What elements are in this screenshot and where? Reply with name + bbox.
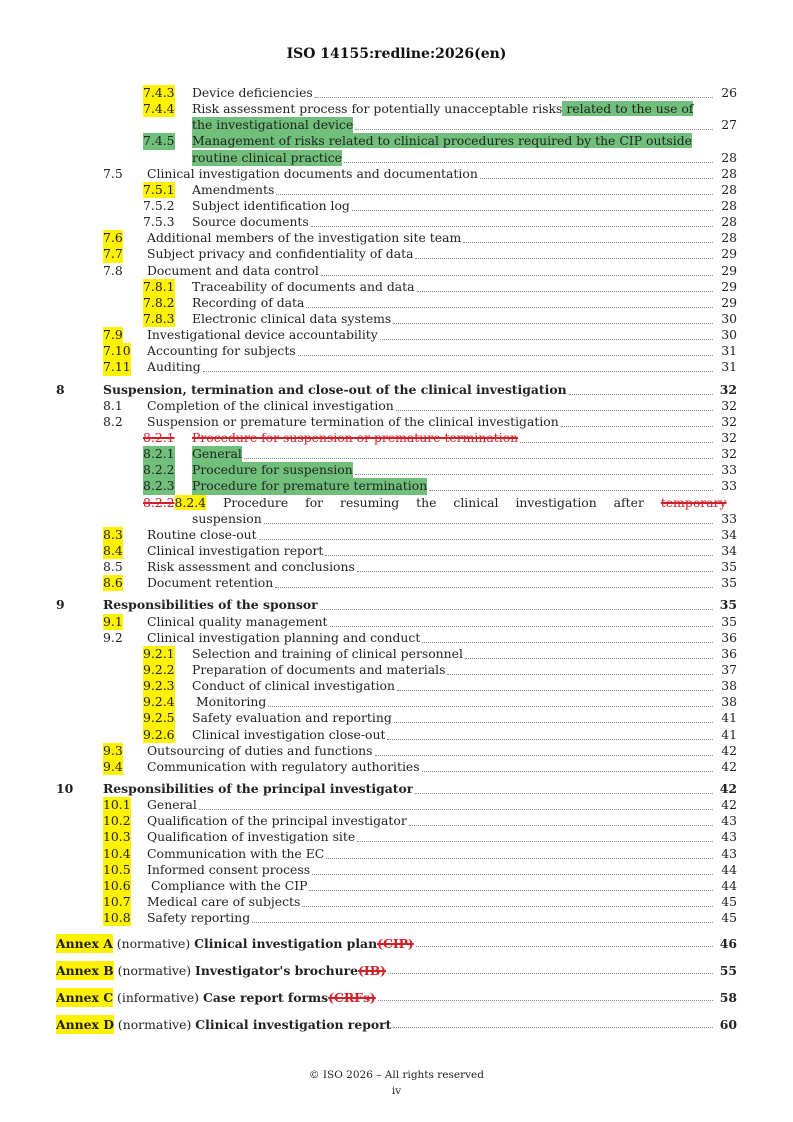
toc-entry-page: 32 (721, 446, 737, 462)
toc-entry-number: 10.8 (103, 910, 131, 926)
toc-entry-page: 33 (721, 462, 737, 478)
toc-entry-8-2-1[interactable] (56, 446, 737, 462)
toc-entry-page: 28 (721, 181, 737, 197)
toc-entry-9-2-2[interactable] (56, 662, 737, 678)
toc-entry-9-3[interactable] (56, 743, 737, 759)
toc-entry-number: 7.9 (103, 327, 123, 343)
toc-entry-7-8-2[interactable] (56, 295, 737, 311)
toc-entry-9-2[interactable] (56, 630, 737, 646)
toc-entry-8-5[interactable] (56, 559, 737, 575)
toc-entry-title: Routine close-out (147, 526, 257, 542)
toc-entry-number: 8.2.2 (143, 462, 175, 478)
toc-entry-title: Qualification of the principal investigator (147, 813, 407, 829)
annex-title-deleted: (CRFs) (328, 990, 376, 1006)
toc-entry-page: 29 (721, 278, 737, 294)
toc-entry-page: 36 (721, 629, 737, 645)
toc-entry-annex-d[interactable] (56, 1015, 737, 1034)
toc-entry-number: 7.4.3 (143, 85, 175, 100)
toc-entry-title: Source documents (192, 214, 309, 230)
toc-entry-title: Compliance with the CIP (147, 877, 308, 893)
toc-entry-title: Document and data control (147, 262, 319, 278)
toc-entry-number: 10.3 (103, 829, 131, 845)
toc-entry-page: 42 (719, 780, 737, 796)
toc-entry-number: 9.2.5 (143, 710, 175, 726)
toc-entry-page: 42 (721, 797, 737, 813)
toc-entry-number: 8.3 (103, 526, 123, 542)
toc-entry-page: 42 (721, 758, 737, 774)
toc-entry-title: Recording of data (192, 294, 305, 310)
toc-entry-number: 7.5.1 (143, 181, 175, 197)
toc-entry-page: 28 (721, 165, 737, 181)
toc-entry-number: 8.2.3 (143, 478, 175, 494)
toc-entry-title: Procedure for suspension (192, 462, 353, 478)
toc-entry-number: 7.4.4 (143, 101, 175, 117)
toc-entry-page: 27 (721, 117, 737, 133)
toc-entry-page: 35 (721, 575, 737, 591)
toc-entry-page: 55 (719, 963, 737, 979)
toc-entry-page: 46 (719, 936, 737, 952)
toc-entry-title: Subject privacy and confidentiality of data (147, 246, 414, 262)
toc-entry-10[interactable] (56, 781, 737, 797)
toc-entry-number: 9.2.2 (143, 661, 175, 677)
toc-entry-number: 7.5 (103, 165, 123, 181)
toc-entry-title: Investigational device accountability (147, 327, 378, 343)
toc-entry-title: Communication with the EC (147, 845, 325, 861)
toc-entry-10-6[interactable] (56, 878, 737, 894)
toc-entry-page: 28 (721, 230, 737, 246)
toc-entry-number: 7.10 (103, 343, 131, 359)
toc-entry-9-2-4[interactable] (56, 694, 737, 710)
toc-entry-8-2-3[interactable] (56, 478, 737, 494)
toc-entry-page: 41 (721, 710, 737, 726)
toc-entry-title: Clinical investigation report (147, 542, 324, 558)
toc-entry-title: Subject identification log (192, 198, 350, 214)
toc-entry-title: Medical care of subjects (147, 893, 301, 909)
toc-entry-page: 35 (719, 597, 737, 613)
toc-entry-8-2-2[interactable] (56, 462, 737, 478)
toc-entry-number: 8.4 (103, 542, 123, 558)
toc-entry-number: 8.5 (103, 559, 123, 575)
toc-entry-9-2-6[interactable] (56, 727, 737, 743)
toc-entry-title: Document retention (147, 575, 274, 591)
toc-entry-page: 33 (721, 478, 737, 494)
toc-entry-number: 7.11 (103, 359, 131, 375)
toc-entry-7-5-1[interactable] (56, 182, 737, 198)
toc-entry-title: Risk assessment and conclusions (147, 559, 355, 575)
toc-entry-10-7[interactable] (56, 894, 737, 910)
toc-entry-page: 36 (721, 645, 737, 661)
annex-title: Clinical investigation report (195, 1017, 392, 1033)
toc-entry-page: 29 (721, 262, 737, 278)
toc-entry-page: 44 (721, 861, 737, 877)
toc-entry-number: 9.2.3 (143, 678, 175, 694)
toc-entry-page: 31 (721, 359, 737, 375)
toc-entry-title: Amendments (192, 181, 275, 197)
annex-kind: (normative) (113, 963, 196, 979)
toc-entry-page: 41 (721, 726, 737, 742)
toc-entry-number: 9 (56, 597, 65, 613)
toc-entry-title-insertion-cont: the investigational device (192, 117, 354, 133)
toc-entry-number-deleted: 8.2.2 (143, 494, 175, 510)
toc-entry-number: 9.2.6 (143, 726, 175, 742)
toc-entry-number: 9.4 (103, 758, 123, 774)
copyright-notice: © ISO 2026 – All rights reserved (309, 1069, 484, 1081)
toc-entry-title-deleted: temporary (660, 494, 727, 510)
page-footer (0, 1067, 793, 1099)
toc-entry-title: Management of risks related to clinical procedures required by the CIP outside (192, 133, 692, 149)
toc-entry-number: 8.6 (103, 575, 123, 591)
toc-entry-8-4[interactable] (56, 543, 737, 559)
toc-entry-title: Auditing (147, 359, 201, 375)
toc-entry-number: 7.5.3 (143, 214, 175, 230)
toc-entry-page: 33 (721, 510, 737, 526)
toc-entry-page: 35 (721, 559, 737, 575)
toc-entry-page: 28 (721, 198, 737, 214)
toc-entry-title: Clinical investigation close-out (192, 726, 386, 742)
annex-label: Annex B (56, 963, 114, 979)
toc-entry-8-2-1-deleted[interactable] (56, 430, 737, 446)
toc-entry-page: 30 (721, 327, 737, 343)
toc-entry-title: Traceability of documents and data (192, 278, 415, 294)
toc-entry-number: 8 (56, 381, 65, 397)
annex-title-deleted: (CIP) (377, 936, 414, 952)
toc-entry-title: Accounting for subjects (147, 343, 296, 359)
toc-entry-8-3[interactable] (56, 527, 737, 543)
toc-entry-page: 37 (721, 661, 737, 677)
toc-entry-number: 10.1 (103, 797, 131, 813)
page-number: iv (391, 1085, 402, 1097)
toc-entry-number: 8.1 (103, 397, 123, 413)
toc-entry-number: 10.6 (103, 877, 131, 893)
toc-entry-9[interactable] (56, 597, 737, 613)
toc-entry-10-8[interactable] (56, 910, 737, 926)
toc-entry-page: 43 (721, 829, 737, 845)
toc-entry-number: 9.3 (103, 742, 123, 758)
toc-entry-number: 9.2.1 (143, 645, 175, 661)
toc-entry-9-2-5[interactable] (56, 710, 737, 726)
toc-entry-8-2[interactable] (56, 414, 737, 430)
toc-entry-7-4-4[interactable] (56, 101, 737, 133)
toc-entry-title: Responsibilities of the sponsor (103, 597, 318, 613)
toc-entry-page: 34 (721, 526, 737, 542)
toc-entry-title: Device deficiencies (192, 85, 313, 100)
annex-label: Annex C (56, 990, 114, 1006)
toc-entry-title: Suspension, termination and close-out of the clinical investigation (103, 381, 567, 397)
toc-entry-title: Completion of the clinical investigation (147, 397, 394, 413)
toc-entry-9-2-3[interactable] (56, 678, 737, 694)
toc-entry-title-deleted: Procedure for suspension or premature termination (192, 429, 519, 445)
toc-entry-number: 7.8.1 (143, 278, 175, 294)
toc-entry-8[interactable] (56, 382, 737, 398)
annex-label: Annex A (56, 936, 113, 952)
toc-entry-title: Informed consent process (147, 861, 311, 877)
toc-entry-8-1[interactable] (56, 398, 737, 414)
toc-entry-7-5[interactable] (56, 166, 737, 182)
toc-entry-10-2[interactable] (56, 813, 737, 829)
toc-entry-title: Clinical quality management (147, 613, 328, 629)
toc-entry-number: 9.2 (103, 629, 123, 645)
toc-entry-page: 29 (721, 294, 737, 310)
toc-entry-number: 8.2.4 (174, 494, 207, 510)
annex-title: Case report forms (202, 990, 329, 1006)
toc-entry-page: 43 (721, 845, 737, 861)
toc-entry-title: Suspension or premature termination of the clinical investigation (147, 413, 559, 429)
toc-entry-9-1[interactable] (56, 614, 737, 630)
toc-entry-page: 26 (721, 85, 737, 100)
toc-entry-title: Procedure for premature termination (192, 478, 428, 494)
toc-entry-page: 32 (721, 429, 737, 445)
annex-title: Investigator's brochure (195, 963, 359, 979)
toc-entry-title-cont: routine clinical practice (192, 149, 342, 165)
toc-entry-annex-b[interactable] (56, 961, 737, 980)
toc-entry-page: 58 (719, 990, 737, 1006)
toc-entry-title: Outsourcing of duties and functions (147, 742, 373, 758)
toc-entry-number: 8.2 (103, 413, 123, 429)
toc-entry-page: 29 (721, 246, 737, 262)
toc-entry-7-5-3[interactable] (56, 214, 737, 230)
toc-entry-number-deleted: 8.2.1 (143, 429, 175, 445)
toc-entry-page: 44 (721, 877, 737, 893)
toc-entry-number: 10.5 (103, 861, 131, 877)
toc-entry-title: Clinical investigation planning and conduct (147, 629, 421, 645)
toc-entry-number: 10 (56, 780, 74, 796)
toc-entry-page: 38 (721, 678, 737, 694)
toc-entry-page: 32 (719, 381, 737, 397)
toc-entry-annex-c[interactable] (56, 988, 737, 1007)
table-of-contents (56, 85, 737, 1034)
toc-entry-number: 9.2.4 (143, 694, 175, 710)
toc-entry-page: 28 (721, 214, 737, 230)
toc-entry-title: Electronic clinical data systems (192, 311, 392, 326)
toc-entry-7-8-1[interactable] (56, 279, 737, 295)
toc-entry-7-6[interactable] (56, 230, 737, 246)
toc-entry-8-6[interactable] (56, 575, 737, 591)
document-header: ISO 14155:redline:2026(en) (286, 46, 507, 62)
toc-entry-10-1[interactable] (56, 797, 737, 813)
toc-entry-title: Clinical investigation documents and documentation (147, 165, 478, 181)
toc-entry-title: Additional members of the investigation site team (147, 230, 462, 246)
toc-entry-number: 7.8 (103, 262, 123, 278)
annex-title: Clinical investigation plan (194, 936, 378, 952)
toc-entry-7-8-3[interactable] (56, 311, 737, 327)
toc-entry-title: Communication with regulatory authorities (147, 758, 420, 774)
toc-entry-title: Qualification of investigation site (147, 829, 356, 845)
toc-entry-number: 7.4.5 (143, 133, 175, 149)
toc-entry-title: Preparation of documents and materials (192, 661, 446, 677)
toc-entry-page: 45 (721, 910, 737, 926)
toc-entry-number: 7.7 (103, 246, 123, 262)
toc-entry-title: Monitoring (192, 694, 267, 710)
annex-kind: (normative) (113, 1017, 196, 1033)
annex-kind: (informative) (113, 990, 203, 1006)
toc-entry-7-4-5[interactable] (56, 133, 737, 165)
toc-entry-title: Safety reporting (147, 910, 251, 926)
toc-entry-page: 32 (721, 413, 737, 429)
toc-entry-page: 43 (721, 813, 737, 829)
toc-entry-page: 30 (721, 311, 737, 326)
annex-title-deleted: (IB) (358, 963, 387, 979)
toc-entry-page: 42 (721, 742, 737, 758)
toc-entry-page: 32 (721, 397, 737, 413)
toc-entry-title: Conduct of clinical investigation (192, 678, 395, 694)
toc-entry-7-5-2[interactable] (56, 198, 737, 214)
toc-entry-8-2-4[interactable] (56, 495, 737, 527)
toc-entry-number: 10.2 (103, 813, 131, 829)
toc-entry-page: 38 (721, 694, 737, 710)
toc-entry-title: Safety evaluation and reporting (192, 710, 392, 726)
toc-entry-title: General (147, 797, 197, 813)
toc-entry-title-insertion: related to the use of (562, 101, 694, 117)
toc-entry-title: Responsibilities of the principal investigator (103, 780, 414, 796)
toc-entry-9-4[interactable] (56, 759, 737, 775)
toc-entry-page: 60 (719, 1017, 737, 1033)
toc-entry-title: Selection and training of clinical personnel (192, 645, 463, 661)
toc-entry-page: 35 (721, 613, 737, 629)
annex-kind: (normative) (112, 936, 195, 952)
toc-entry-9-2-1[interactable] (56, 646, 737, 662)
toc-entry-7-4-3[interactable] (56, 85, 737, 101)
toc-entry-title-cont: suspension (192, 510, 262, 526)
toc-entry-page: 45 (721, 893, 737, 909)
annex-label: Annex D (56, 1017, 114, 1033)
toc-entry-number: 7.5.2 (143, 198, 175, 214)
toc-entry-number: 7.8.2 (143, 294, 175, 310)
toc-entry-page: 31 (721, 343, 737, 359)
toc-entry-7-11[interactable] (56, 359, 737, 375)
toc-entry-title: Procedure for resuming the clinical investigation after (223, 494, 644, 510)
toc-entry-7-7[interactable] (56, 246, 737, 262)
toc-entry-7-8[interactable] (56, 263, 737, 279)
toc-entry-number: 8.2.1 (143, 446, 175, 462)
toc-entry-page: 28 (721, 149, 737, 165)
toc-entry-annex-a[interactable] (56, 934, 737, 953)
toc-entry-7-9[interactable] (56, 327, 737, 343)
toc-entry-number: 9.1 (103, 613, 123, 629)
toc-entry-10-3[interactable] (56, 829, 737, 845)
toc-entry-10-4[interactable] (56, 846, 737, 862)
toc-entry-page: 34 (721, 542, 737, 558)
toc-entry-10-5[interactable] (56, 862, 737, 878)
toc-entry-7-10[interactable] (56, 343, 737, 359)
toc-entry-number: 10.7 (103, 893, 131, 909)
toc-entry-number: 7.8.3 (143, 311, 175, 326)
toc-entry-number: 10.4 (103, 845, 131, 861)
toc-entry-title: General (192, 446, 242, 462)
toc-entry-title: Risk assessment process for potentially unacceptable risks (192, 101, 563, 117)
toc-entry-number: 7.6 (103, 230, 123, 246)
